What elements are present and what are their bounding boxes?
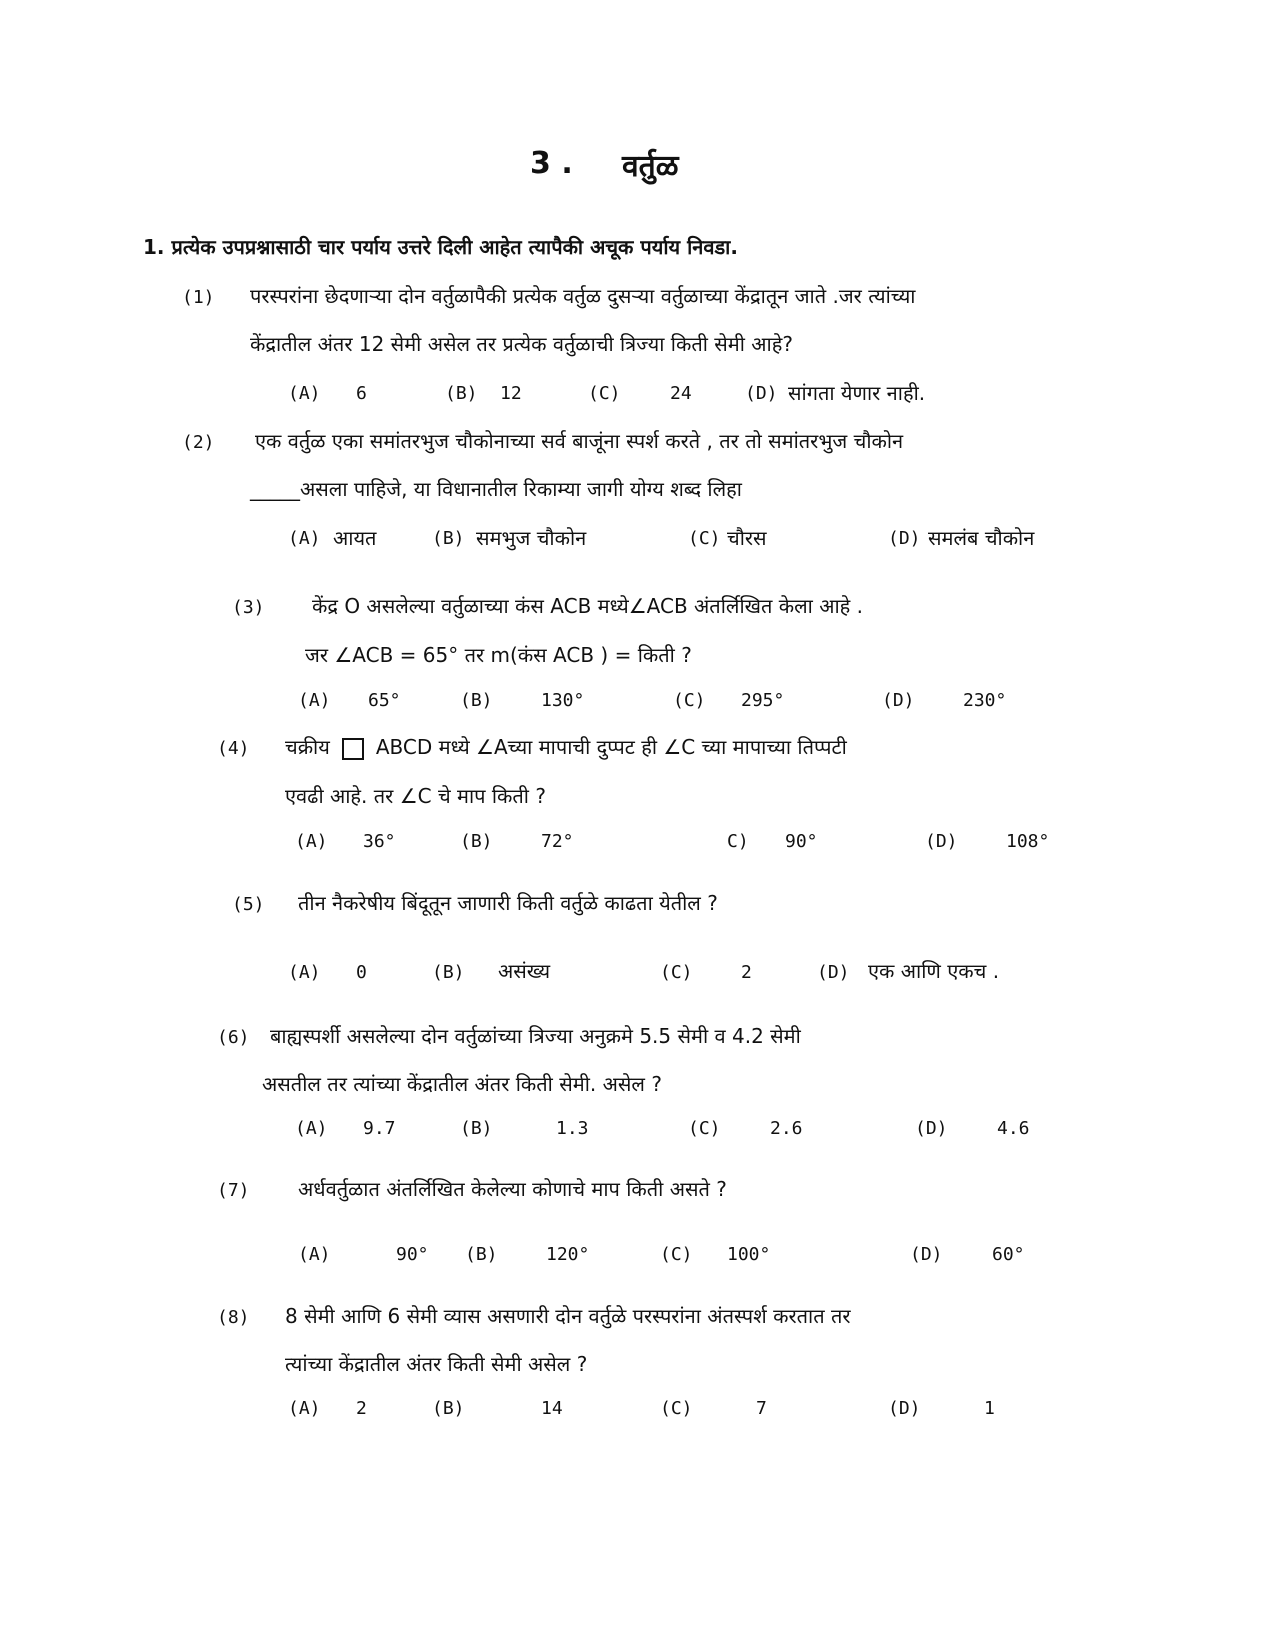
option-label: (A) — [288, 1398, 321, 1419]
option-value: 72° — [541, 831, 574, 852]
option-label: (B) — [460, 831, 493, 852]
option-label: (B) — [460, 690, 493, 711]
option-label: (C) — [688, 1118, 721, 1139]
option-label: (D) — [745, 383, 778, 404]
option-label: (B) — [432, 1398, 465, 1419]
option-label: (B) — [460, 1118, 493, 1139]
option-label: (C) — [660, 1398, 693, 1419]
question-text: तीन नैकरेषीय बिंदूतून जाणारी किती वर्तुळे काढता येतील ? — [298, 891, 718, 915]
question-text-part: चक्रीय — [285, 735, 330, 759]
question-number: (2) — [182, 432, 215, 453]
question-number: (5) — [232, 894, 265, 915]
option-value: 1.3 — [556, 1118, 589, 1139]
question-text: असतील तर त्यांच्या केंद्रातील अंतर किती सेमी. असेल ? — [262, 1072, 662, 1096]
option-value: 90° — [396, 1244, 429, 1265]
question-number: (7) — [217, 1180, 250, 1201]
option-label: (A) — [288, 962, 321, 983]
question-text: त्यांच्या केंद्रातील अंतर किती सेमी असेल ? — [285, 1352, 588, 1376]
option-label: (D) — [882, 690, 915, 711]
question-number: (3) — [232, 597, 265, 618]
chapter-number: 3 . — [530, 146, 573, 181]
option-label: (D) — [925, 831, 958, 852]
option-value: 65° — [368, 690, 401, 711]
option-value: 230° — [963, 690, 1007, 711]
option-label: (D) — [817, 962, 850, 983]
quadrilateral-icon — [342, 738, 364, 760]
option-value: 2.6 — [770, 1118, 803, 1139]
option-label: (C) — [673, 690, 706, 711]
option-label: (A) — [298, 690, 331, 711]
option-label: (C) — [588, 383, 621, 404]
option-label: (C) — [688, 528, 721, 549]
question-text: _____असला पाहिजे, या विधानातील रिकाम्या जागी योग्य शब्द लिहा — [250, 477, 742, 501]
question-text: केंद्र O असलेल्या वर्तुळाच्या कंस ACB मध्ये∠ACB अंतर्लिखित केला आहे . — [312, 594, 863, 618]
option-value: 0 — [356, 962, 367, 983]
option-value: 2 — [356, 1398, 367, 1419]
question-number: (8) — [217, 1307, 250, 1328]
option-label: (D) — [888, 528, 921, 549]
option-label: (D) — [915, 1118, 948, 1139]
option-value: आयत — [333, 526, 377, 550]
question-number: (4) — [217, 738, 250, 759]
option-value: असंख्य — [498, 959, 551, 983]
option-value: समभुज चौकोन — [476, 526, 587, 550]
option-value: 120° — [546, 1244, 590, 1265]
option-label: (D) — [888, 1398, 921, 1419]
question-text: बाह्यस्पर्शी असलेल्या दोन वर्तुळांच्या त्रिज्या अनुक्रमे 5.5 सेमी व 4.2 सेमी — [270, 1024, 801, 1048]
option-value: समलंब चौकोन — [928, 526, 1035, 550]
option-label: (A) — [295, 1118, 328, 1139]
question-text: अर्धवर्तुळात अंतर्लिखित केलेल्या कोणाचे माप किती असते ? — [298, 1177, 727, 1201]
chapter-title: वर्तुळ — [622, 149, 679, 184]
question-text: जर ∠ACB = 65° तर m(कंस ACB ) = किती ? — [305, 643, 692, 667]
option-value: 6 — [356, 383, 367, 404]
option-label: (B) — [445, 383, 478, 404]
option-value: 36° — [363, 831, 396, 852]
option-label: (A) — [298, 1244, 331, 1265]
question-text: एवढी आहे. तर ∠C चे माप किती ? — [285, 784, 546, 808]
option-label: C) — [727, 831, 749, 852]
option-value: एक आणि एकच . — [868, 959, 1000, 983]
option-value: 130° — [541, 690, 585, 711]
instruction-heading: 1. प्रत्येक उपप्रश्नासाठी चार पर्याय उत्तरे दिली आहेत त्यापैकी अचूक पर्याय निवडा. — [143, 235, 738, 259]
option-value: सांगता येणार नाही. — [788, 381, 926, 405]
option-value: 14 — [541, 1398, 563, 1419]
option-label: (A) — [288, 383, 321, 404]
option-value: 1 — [984, 1398, 995, 1419]
question-text-part: ABCD मध्ये ∠Aच्या मापाची दुप्पट ही ∠C च्या मापाच्या तिप्पटी — [375, 735, 847, 759]
option-value: 100° — [727, 1244, 771, 1265]
option-value: 90° — [785, 831, 818, 852]
question-text: 8 सेमी आणि 6 सेमी व्यास असणारी दोन वर्तुळे परस्परांना अंतस्पर्श करतात तर — [285, 1304, 851, 1328]
option-label: (B) — [432, 962, 465, 983]
question-text: एक वर्तुळ एका समांतरभुज चौकोनाच्या सर्व बाजूंना स्पर्श करते , तर तो समांतरभुज चौकोन — [255, 429, 904, 453]
question-number: (6) — [217, 1027, 250, 1048]
option-label: (D) — [910, 1244, 943, 1265]
option-label: (A) — [288, 528, 321, 549]
option-value: 295° — [741, 690, 785, 711]
question-number: (1) — [182, 287, 215, 308]
question-text — [285, 733, 847, 760]
option-value: 12 — [500, 383, 522, 404]
option-label: (B) — [432, 528, 465, 549]
question-text: परस्परांना छेदणाऱ्या दोन वर्तुळापैकी प्रत्येक वर्तुळ दुसऱ्या वर्तुळाच्या केंद्रातून जाते .जर त्यांच्या — [250, 284, 916, 308]
option-value: 7 — [756, 1398, 767, 1419]
option-label: (C) — [660, 1244, 693, 1265]
question-text: केंद्रातील अंतर 12 सेमी असेल तर प्रत्येक वर्तुळाची त्रिज्या किती सेमी आहे? — [250, 332, 793, 356]
option-value: 2 — [741, 962, 752, 983]
option-value: 4.6 — [997, 1118, 1030, 1139]
option-value: चौरस — [727, 526, 767, 550]
option-value: 9.7 — [363, 1118, 396, 1139]
option-value: 108° — [1006, 831, 1050, 852]
option-label: (A) — [295, 831, 328, 852]
option-value: 60° — [992, 1244, 1025, 1265]
option-label: (B) — [465, 1244, 498, 1265]
option-value: 24 — [670, 383, 692, 404]
option-label: (C) — [660, 962, 693, 983]
